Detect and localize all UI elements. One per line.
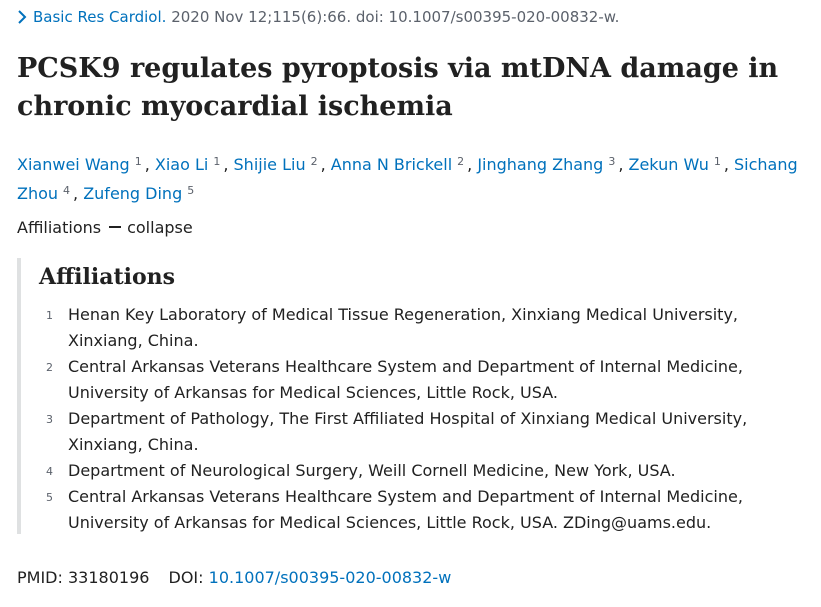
author-affiliation-ref[interactable]: 4 bbox=[63, 184, 71, 197]
author-affiliation-ref[interactable]: 3 bbox=[608, 155, 616, 168]
affiliation-text: Department of Pathology, The First Affiliated Hospital of Xinxiang Medical University, Xinxiang, China. bbox=[68, 409, 748, 454]
pmid-label: PMID: bbox=[17, 568, 63, 587]
affiliation-number: 4 bbox=[46, 465, 53, 478]
author-link[interactable]: Xianwei Wang bbox=[17, 155, 130, 174]
article-title: PCSK9 regulates pyroptosis via mtDNA damage in chronic myocardial ischemia bbox=[17, 53, 779, 122]
collapse-label: collapse bbox=[127, 218, 193, 237]
author-link[interactable]: Sichang Zhou bbox=[17, 155, 798, 203]
affiliation-text: Central Arkansas Veterans Healthcare System and Department of Internal Medicine, University of Arkansas for Medical Sciences, Little Rock, USA. ZDing@uams.edu. bbox=[68, 487, 743, 532]
affiliation-number: 1 bbox=[46, 309, 53, 322]
affiliation-item bbox=[21, 484, 811, 536]
affiliation-number: 5 bbox=[46, 491, 53, 504]
affiliations-panel bbox=[17, 258, 811, 534]
author-affiliation-ref[interactable]: 1 bbox=[213, 155, 221, 168]
author-link[interactable]: Zufeng Ding bbox=[83, 184, 183, 203]
affiliation-item bbox=[21, 354, 811, 406]
affiliations-list bbox=[21, 302, 811, 536]
affiliations-heading: Affiliations bbox=[39, 264, 176, 290]
affiliation-text: Central Arkansas Veterans Healthcare System and Department of Internal Medicine, University of Arkansas for Medical Sciences, Little Rock, USA. bbox=[68, 357, 743, 402]
chevron-right-icon[interactable] bbox=[17, 10, 27, 24]
affiliation-item bbox=[21, 302, 811, 354]
author-affiliation-ref[interactable]: 1 bbox=[134, 155, 142, 168]
affiliation-number: 3 bbox=[46, 413, 53, 426]
citation-details: 2020 Nov 12;115(6):66. doi: 10.1007/s00395-020-00832-w. bbox=[166, 8, 620, 26]
affiliation-text: Henan Key Laboratory of Medical Tissue Regeneration, Xinxiang Medical University, Xinxiang, China. bbox=[68, 305, 738, 350]
author-affiliation-ref[interactable]: 2 bbox=[310, 155, 318, 168]
affiliations-toggle[interactable] bbox=[17, 217, 193, 239]
affiliation-number: 2 bbox=[46, 361, 53, 374]
author-link[interactable]: Jinghang Zhang bbox=[477, 155, 604, 174]
author-link[interactable]: Anna N Brickell bbox=[330, 155, 453, 174]
authors-list: Xianwei Wang $^1$ , Xiao Li $^1$ , Shijie Liu $^2$ , Anna N Brickell $^2$ , Jinghang Zhang $^3$ , Zekun Wu $^1$ , Sichang Zhou $^4$ , Zufeng Ding $^5$ bbox=[17, 155, 798, 203]
author-affiliation-ref[interactable]: 1 bbox=[713, 155, 721, 168]
affiliation-item bbox=[21, 458, 811, 484]
affiliation-item bbox=[21, 406, 811, 458]
author-affiliation-ref[interactable]: 5 bbox=[187, 184, 195, 197]
doi-label: DOI: bbox=[168, 568, 204, 587]
author-affiliation-ref[interactable]: 2 bbox=[457, 155, 465, 168]
citation-line bbox=[17, 7, 619, 27]
author-link[interactable]: Xiao Li bbox=[154, 155, 209, 174]
minus-icon bbox=[109, 226, 121, 228]
author-link[interactable]: Shijie Liu bbox=[233, 155, 306, 174]
article-identifiers bbox=[17, 567, 451, 589]
pmid-value: 33180196 bbox=[67, 568, 150, 587]
doi-link[interactable]: 10.1007/s00395-020-00832-w bbox=[208, 568, 452, 587]
journal-link[interactable]: Basic Res Cardiol. bbox=[33, 8, 167, 26]
affiliation-text: Department of Neurological Surgery, Weill Cornell Medicine, New York, USA. bbox=[68, 461, 676, 480]
affiliations-toggle-label: Affiliations bbox=[17, 218, 102, 237]
author-link[interactable]: Zekun Wu bbox=[628, 155, 709, 174]
